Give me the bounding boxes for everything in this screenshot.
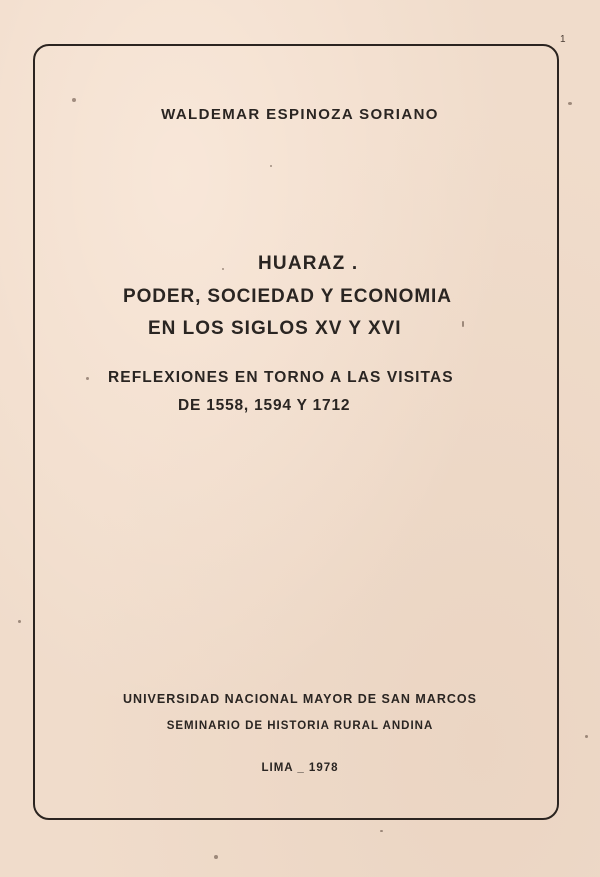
- seminar-name: SEMINARIO DE HISTORIA RURAL ANDINA: [166, 720, 434, 732]
- paper-speck: [72, 98, 76, 102]
- subtitle-line-2: DE 1558, 1594 Y 1712: [178, 397, 351, 414]
- subtitle-line-1: REFLEXIONES EN TORNO A LAS VISITAS: [108, 369, 454, 386]
- paper-speck: [214, 855, 218, 859]
- place-and-year: LIMA _ 1978: [261, 762, 339, 774]
- institution-name: UNIVERSIDAD NACIONAL MAYOR DE SAN MARCOS: [123, 692, 477, 706]
- title-line-3: EN LOS SIGLOS XV Y XVI: [148, 318, 402, 339]
- title-line-1: HUARAZ .: [258, 253, 359, 274]
- paper-speck: [380, 830, 383, 832]
- paper-speck: [585, 735, 588, 738]
- title-line-2: PODER, SOCIEDAD Y ECONOMIA: [123, 286, 452, 307]
- paper-speck: [568, 102, 572, 105]
- corner-mark: 1: [560, 34, 567, 45]
- paper-speck: [222, 268, 224, 270]
- paper-speck: [462, 321, 464, 327]
- paper-speck: [86, 377, 89, 380]
- paper-speck: [270, 165, 272, 167]
- author-name: WALDEMAR ESPINOZA SORIANO: [161, 106, 439, 123]
- paper-speck: [18, 620, 21, 623]
